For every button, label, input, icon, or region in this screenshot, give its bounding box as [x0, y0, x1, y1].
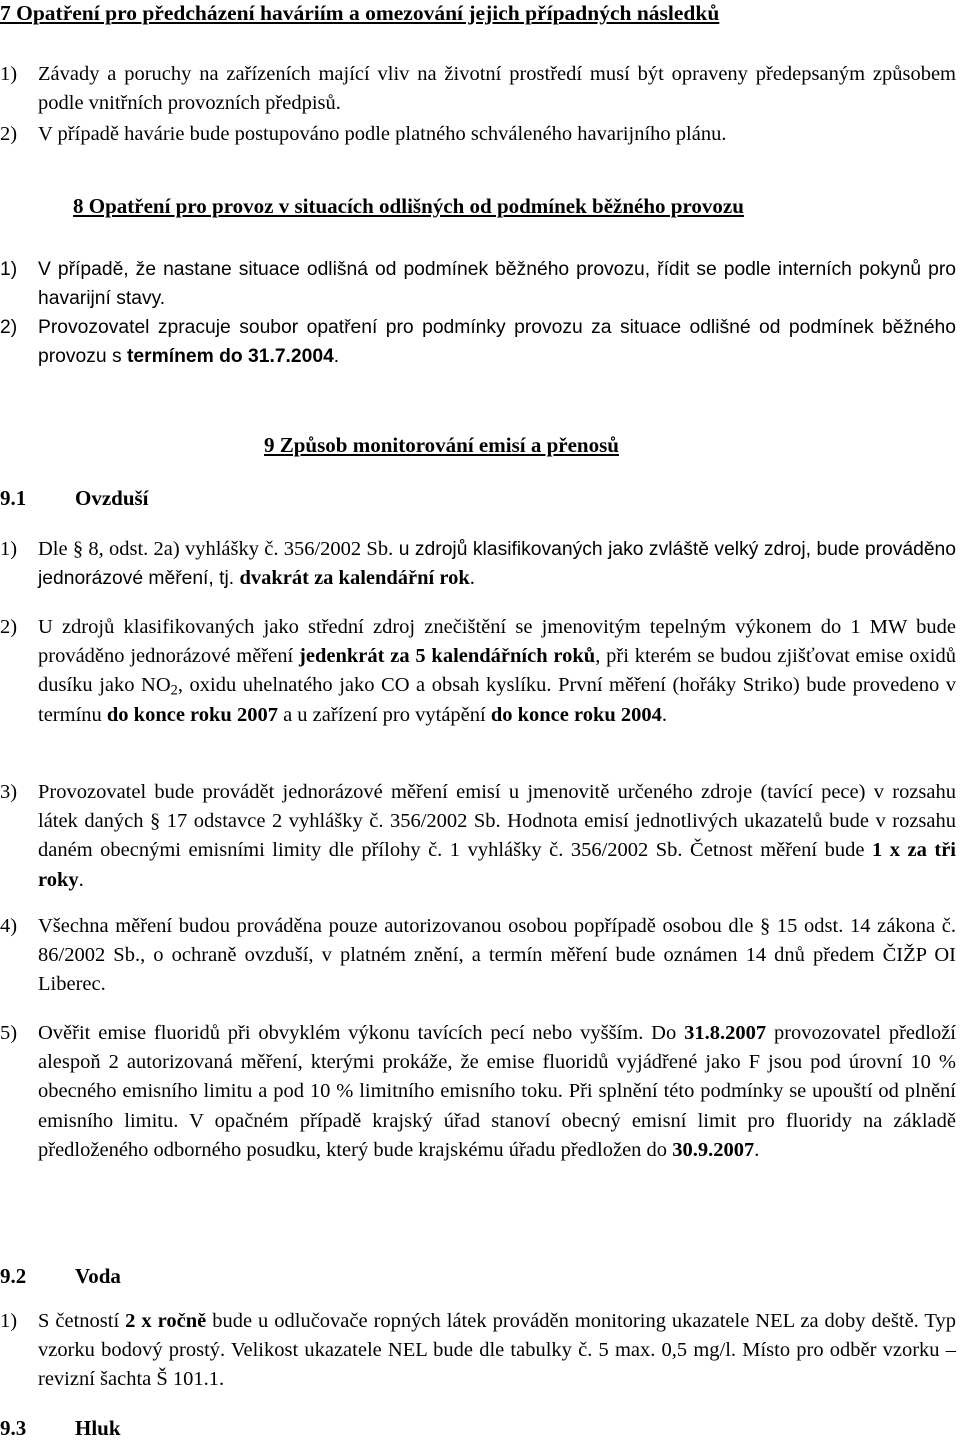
water-item-1: [0, 1307, 956, 1395]
item-text: V případě, že nastane situace odlišná od podmínek běžného provozu, řídit se podle interních pokynů pro havarijní stavy.: [38, 259, 956, 310]
item-number: 1): [0, 1310, 18, 1332]
item-number: 1): [0, 259, 18, 280]
section-9-heading: 9 Způsob monitorování emisí a přenosů: [264, 433, 619, 457]
item-text: Provozovatel bude provádět jednorázové měření emisí u jmenovitě určeného zdroje (tavící pece) v rozsahu látek daných § 17 odstavce 2 vyhlášky č. 356/2002 Sb. Hodnota emisí jednotlivých ukazatelů bude v rozsahu daném obecnými emisními limity dle přílohy č. 1 vyhlášky č. 356/2002 Sb. Četnost měření bude 1 x za tři roky.: [38, 781, 956, 891]
section-7-heading: 7 Opatření pro předcházení haváriím a omezování jejich případných následků: [0, 1, 720, 25]
subsection-9-3-heading: 9.3 Hluk: [0, 1416, 121, 1440]
section-7-item-1: [0, 60, 956, 118]
item-text: Dle § 8, odst. 2a) vyhlášky č. 356/2002 Sb. u zdrojů klasifikovaných jako zvláště velký zdroj, bude prováděno jednorázové měření, tj. dvakrát za kalendářní rok.: [38, 538, 956, 590]
air-item-3: [0, 778, 956, 895]
item-text: Provozovatel zpracuje soubor opatření pro podmínky provozu za situace odlišné od podmínek běžného provozu s termínem do 31.7.2004.: [38, 317, 956, 368]
section-8-item-1: [0, 255, 956, 313]
air-item-2: [0, 613, 956, 730]
item-number: 2): [0, 317, 18, 338]
subsection-9-2-heading: 9.2 Voda: [0, 1264, 121, 1288]
item-number: 1): [0, 538, 18, 560]
item-text: S četností 2 x ročně bude u odlučovače ropných látek prováděn monitoring ukazatele NEL za doby deště. Typ vzorku bodový prostý. Velikost ukazatele NEL bude dle tabulky č. 5 max. 0,5 mg/l. Místo pro odběr vzorku – revizní šachta Š 101.1.: [38, 1310, 956, 1391]
item-number: 1): [0, 63, 18, 85]
air-item-1: [0, 535, 956, 593]
subsection-9-1-heading: 9.1 Ovzduší: [0, 486, 149, 510]
item-text: Ověřit emise fluoridů při obvyklém výkonu tavících pecí nebo vyšším. Do 31.8.2007 provozovatel předloží alespoň 2 autorizovaná měření, kterými prokáže, že emise fluoridů vyjádřené jako F jsou pod úrovní 10 % obecného emisního limitu a pod 10 % limitního emisního toku. Při splnění této podmínky se upouští od plnění emisního limitu. V opačném případě krajský úřad stanoví obecný emisní limit pro fluoridy na základě předloženého odborného posudku, který bude krajskému úřadu předložen do 30.9.2007.: [38, 1022, 956, 1161]
item-text: U zdrojů klasifikovaných jako střední zdroj znečištění se jmenovitým tepelným výkonem do 1 MW bude prováděno jednorázové měření jedenkrát za 5 kalendářních roků, při kterém se budou zjišťovat emise oxidů dusíku jako $NO_2$, oxidu uhelnatého jako CO a obsah kyslíku. První měření (hořáky Striko) bude provedeno v termínu do konce roku 2007 a u zařízení pro vytápění do konce roku 2004.: [38, 616, 956, 726]
section-8-heading: 8 Opatření pro provoz v situacích odlišných od podmínek běžného provozu: [73, 194, 744, 218]
item-text: V případě havárie bude postupováno podle platného schváleného havarijního plánu.: [38, 123, 727, 145]
item-number: 2): [0, 616, 18, 638]
item-number: 3): [0, 781, 18, 803]
section-8-item-2: [0, 313, 956, 371]
section-7-item-2: [0, 120, 956, 149]
item-text: Všechna měření budou prováděna pouze autorizovanou osobou popřípadě osobou dle § 15 odst. 14 zákona č. 86/2002 Sb., o ochraně ovzduší, v platném znění, a termín měření bude oznámen 14 dnů předem ČIŽP OI Liberec.: [38, 915, 956, 996]
item-text: Závady a poruchy na zařízeních mající vliv na životní prostředí musí být opraveny předepsaným způsobem podle vnitřních provozních předpisů.: [38, 63, 956, 115]
air-item-5: [0, 1019, 956, 1165]
air-item-4: [0, 912, 956, 1000]
item-number: 4): [0, 915, 18, 937]
deadline-bold: termínem do 31.7.2004: [126, 346, 334, 368]
item-number: 2): [0, 123, 18, 145]
item-number: 5): [0, 1022, 18, 1044]
